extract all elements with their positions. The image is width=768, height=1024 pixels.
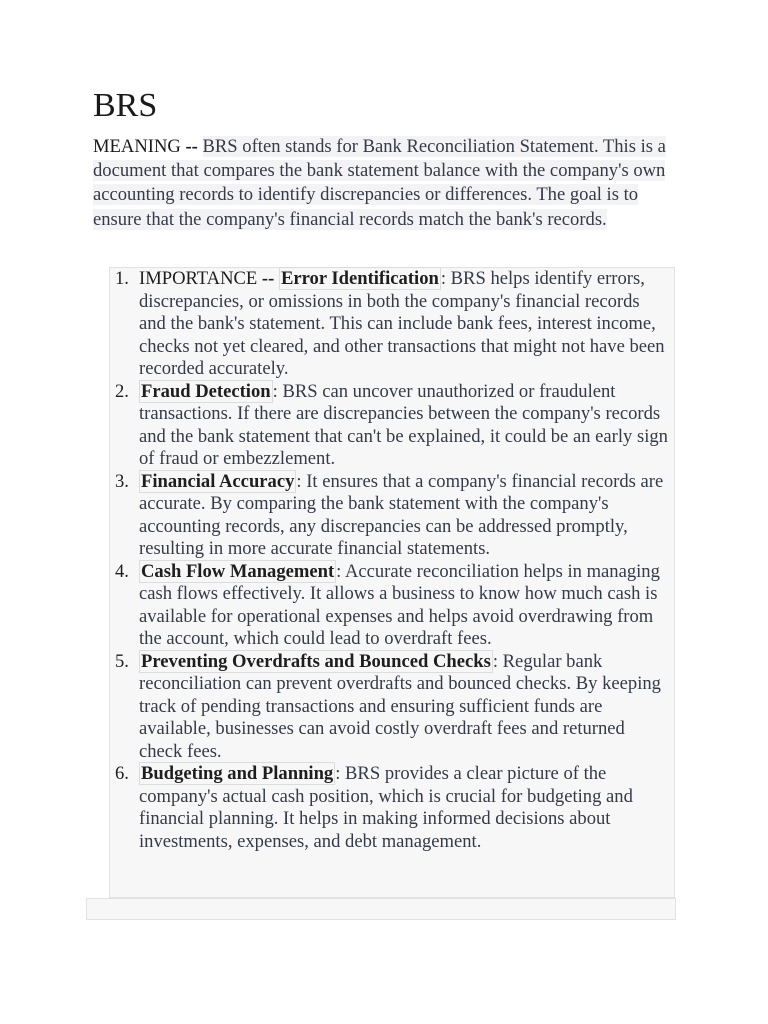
list-item-text: : BRS helps identify errors, discrepancies, or omissions in both the company's financial records and the bank's statement. This can include bank fees, interest income, checks not yet cleared, and other transactions that might not have been recorded accurately. [139, 268, 665, 379]
list-item-term: Budgeting and Planning [141, 763, 334, 784]
list-item-number: 5. [115, 650, 129, 672]
list-item-term: Fraud Detection [141, 380, 271, 402]
list-item-number: 1. [115, 268, 129, 289]
list-item-term: Error Identification [280, 268, 439, 289]
list-item-text: : BRS provides a clear picture of the company's actual cash position, which is crucial for budgeting and financial planning. It helps in making informed decisions about investments, expenses, and debt management. [139, 763, 633, 852]
meaning-label-group [93, 136, 198, 157]
importance-list [110, 268, 670, 853]
list-item-text: : Regular bank reconciliation can prevent overdrafts and bounced checks. By keeping track of pending transactions and ensuring sufficient funds are available, businesses can avoid costly overdraft fees and returned check fees. [139, 650, 661, 762]
list-item [110, 381, 670, 471]
meaning-text: BRS often stands for Bank Reconciliation Statement. This is a document that compares the bank statement balance with the company's own accounting records to identify discrepancies or differences. The goal is to ensure that the company's financial records match the bank's records. [93, 136, 666, 230]
list-item-term: Cash Flow Management [141, 560, 335, 582]
list-item-term: Financial Accuracy [141, 470, 295, 492]
importance-label: IMPORTANCE [139, 268, 258, 289]
list-item [110, 471, 670, 561]
list-item-number: 6. [115, 763, 129, 784]
meaning-paragraph [93, 135, 678, 232]
importance-separator: -- [261, 268, 275, 289]
list-item-text: : It ensures that a company's financial records are accurate. By comparing the bank statement with the company's accounting records, any discrepancies can be addressed promptly, resulting in more accurate financial statements. [139, 470, 664, 559]
list-item [110, 651, 670, 764]
list-item [110, 268, 670, 381]
list-item [110, 561, 670, 651]
list-footer-box [86, 898, 676, 920]
list-item-number: 2. [115, 380, 129, 402]
list-item [110, 763, 670, 853]
list-item-number: 3. [115, 470, 129, 492]
page-title: BRS [93, 87, 158, 124]
importance-prefix [139, 268, 274, 289]
list-item-number: 4. [115, 560, 129, 582]
meaning-separator: -- [185, 136, 198, 157]
list-item-text: : Accurate reconciliation helps in managing cash flows effectively. It allows a business to know how much cash is available for operational expenses and helps avoid overdrawing from the account, which could lead to overdraft fees. [139, 560, 660, 649]
meaning-label: MEANING [93, 136, 181, 157]
list-item-term: Preventing Overdrafts and Bounced Checks [141, 650, 491, 672]
list-item-text: : BRS can uncover unauthorized or fraudulent transactions. If there are discrepancies between the company's records and the bank statement that can't be explained, it could be an early sign of fraud or embezzlement. [139, 380, 668, 469]
